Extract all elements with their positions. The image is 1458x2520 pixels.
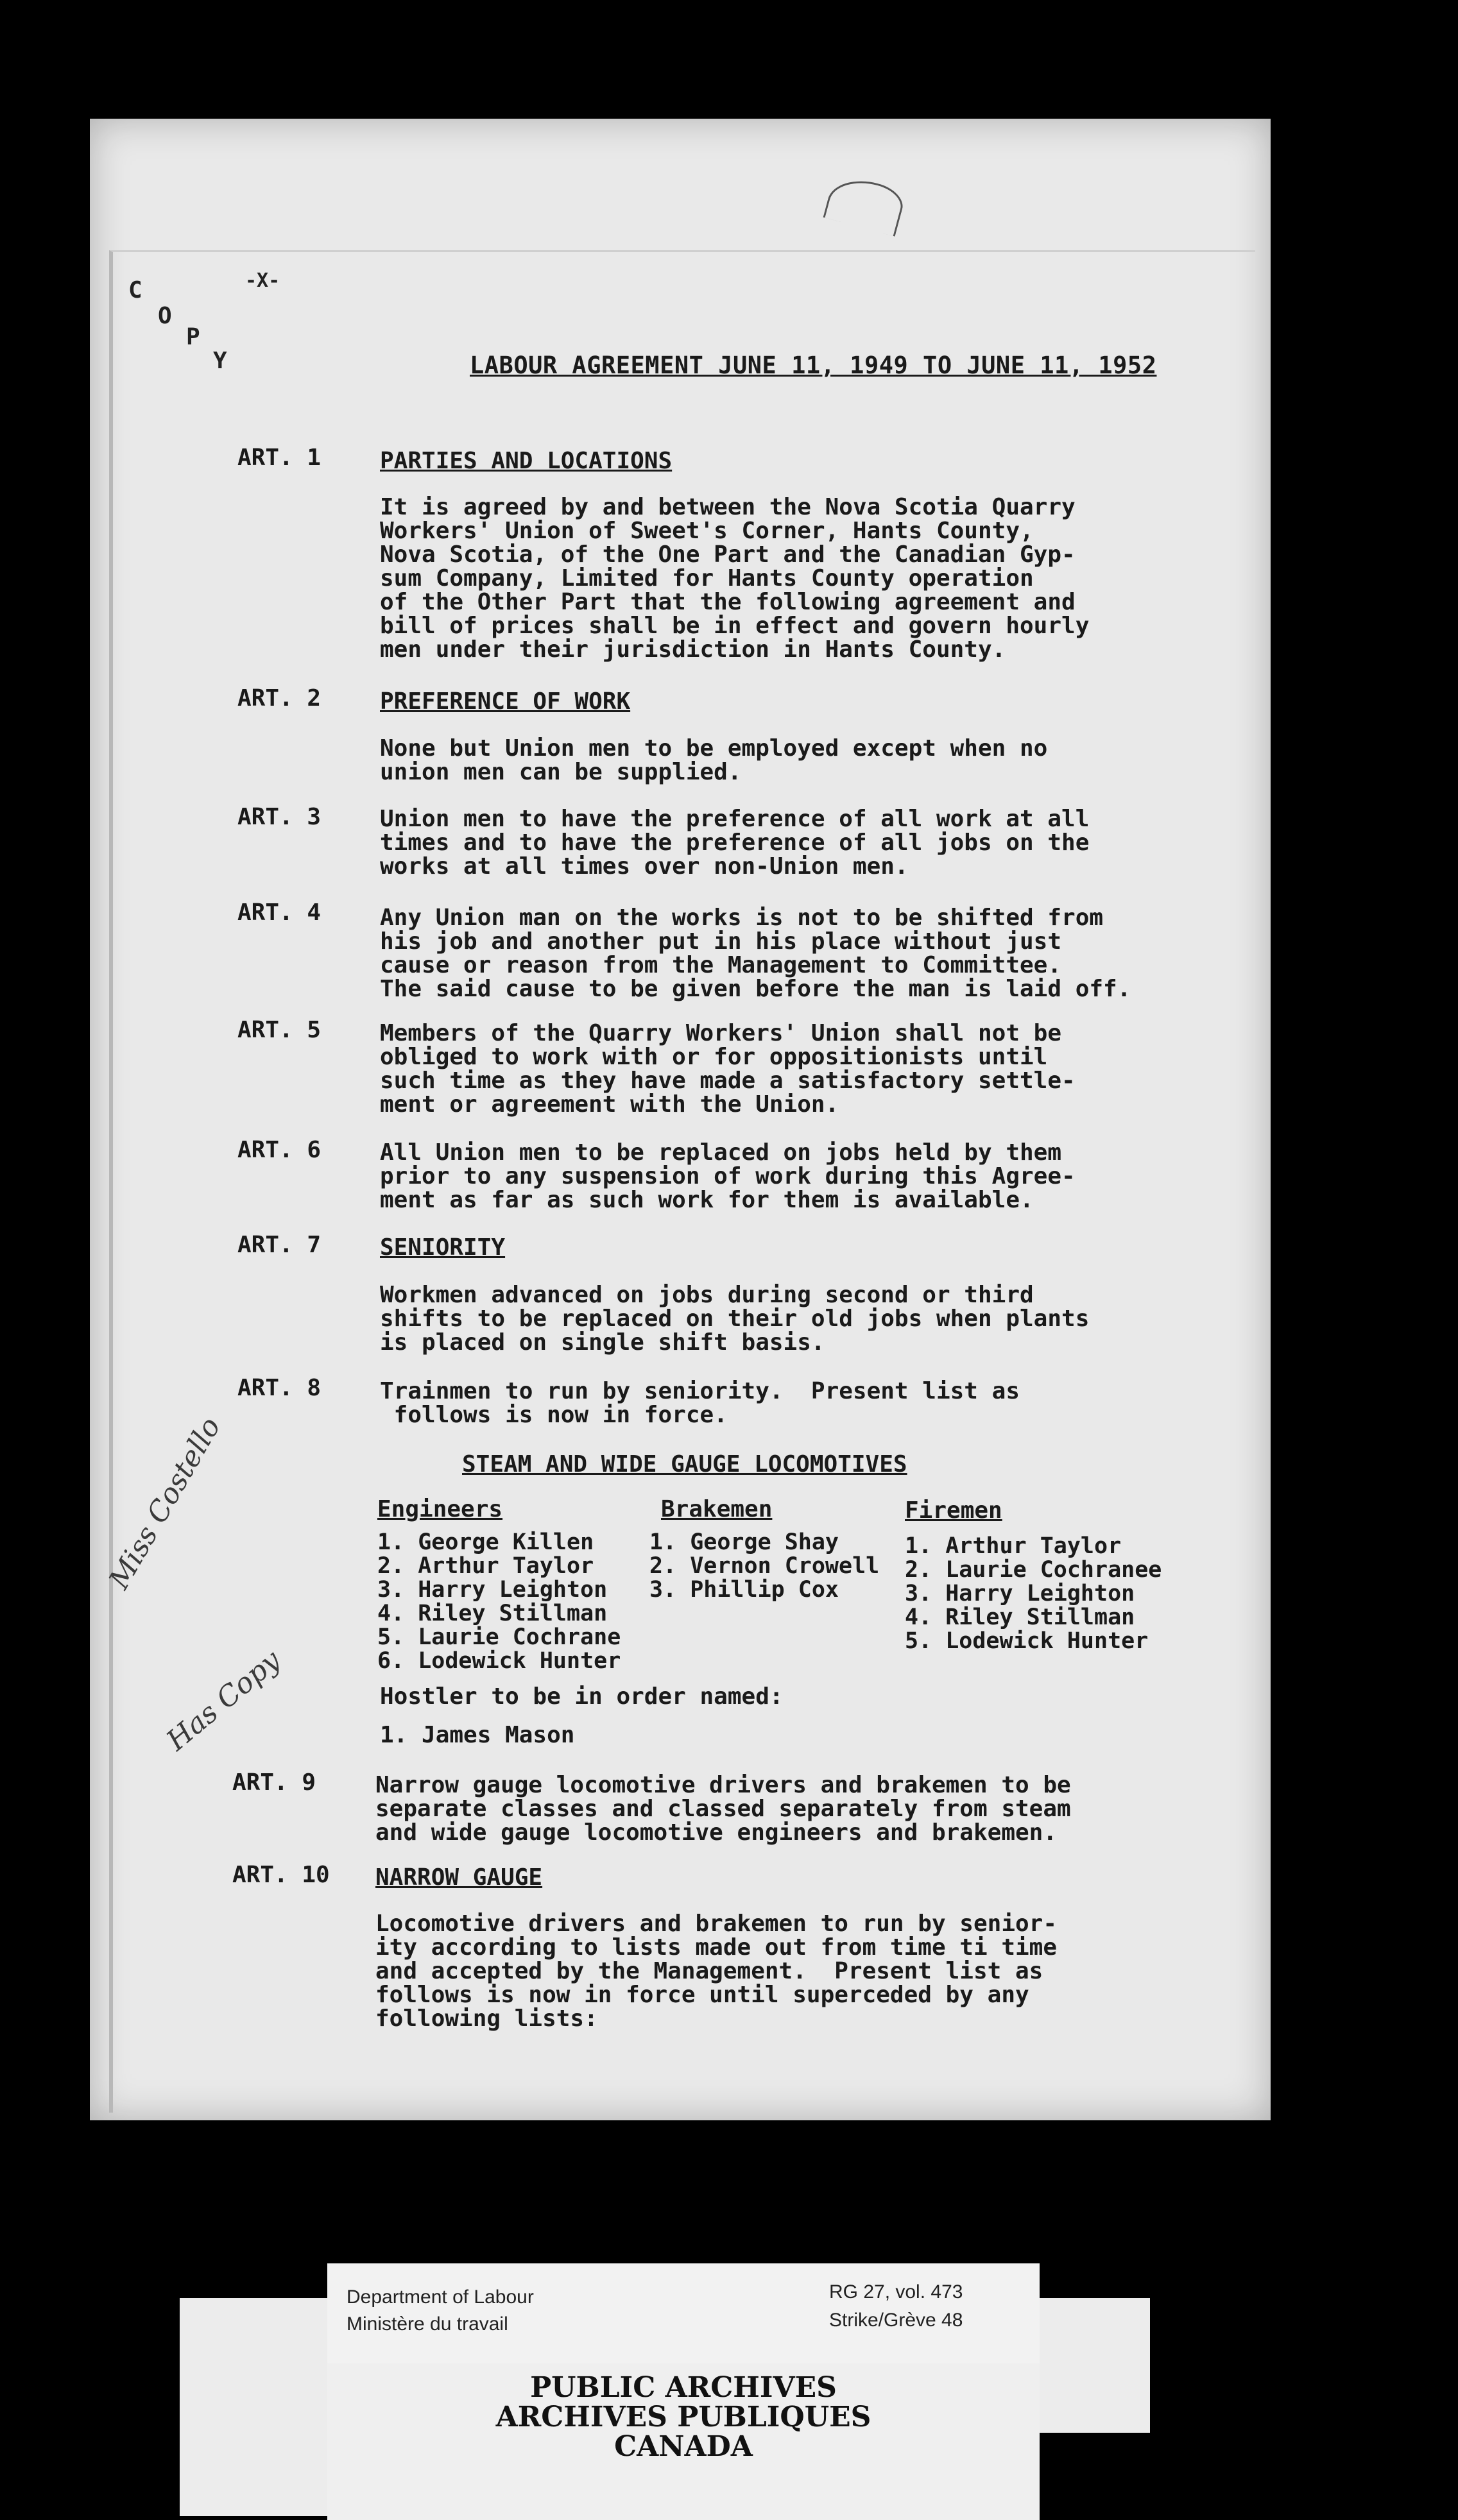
record-group-reference: RG 27, vol. 473 bbox=[829, 2281, 963, 2303]
department-english: Department of Labour bbox=[347, 2286, 534, 2308]
article-heading: PARTIES AND LOCATIONS bbox=[380, 448, 673, 474]
article-heading: NARROW GAUGE bbox=[375, 1864, 543, 1891]
article-label: ART. 9 bbox=[232, 1769, 316, 1796]
hostler-label: Hostler to be in order named: bbox=[380, 1683, 784, 1710]
article-label: ART. 3 bbox=[237, 804, 322, 830]
article-label: ART. 2 bbox=[237, 685, 322, 711]
document-title: LABOUR AGREEMENT JUNE 11, 1949 TO JUNE 11, 1952 bbox=[470, 352, 1157, 379]
list-item: 3. Harry Leighton bbox=[905, 1581, 1135, 1606]
hostler-item: 1. James Mason bbox=[380, 1722, 575, 1748]
article-heading: PREFERENCE OF WORK bbox=[380, 688, 631, 715]
list-item: 1. George Shay bbox=[649, 1529, 839, 1555]
engineers-list bbox=[377, 1531, 621, 1673]
list-item: 3. Phillip Cox bbox=[649, 1577, 839, 1603]
engineers-heading: Engineers bbox=[377, 1496, 503, 1522]
list-item: 4. Riley Stillman bbox=[905, 1605, 1135, 1630]
handwritten-note: Miss Costello bbox=[103, 1411, 227, 1595]
department-french: Ministère du travail bbox=[347, 2313, 508, 2335]
firemen-list bbox=[905, 1535, 1162, 1653]
copy-mark: -X- bbox=[245, 269, 280, 292]
list-item: 1. Arthur Taylor bbox=[905, 1533, 1122, 1559]
copy-stamp-letter: C bbox=[128, 277, 142, 303]
article-text: All Union men to be replaced on jobs held by them prior to any suspension of work during this Agree- ment as far as such work for them is available. bbox=[380, 1139, 1076, 1213]
list-item: 3. Harry Leighton bbox=[377, 1577, 608, 1603]
list-item: 5. Laurie Cochrane bbox=[377, 1624, 621, 1650]
article-label: ART. 1 bbox=[237, 445, 322, 471]
list-item: 2. Laurie Cochranee bbox=[905, 1557, 1162, 1583]
strike-reference: Strike/Grève 48 bbox=[829, 2310, 963, 2331]
article-text: Members of the Quarry Workers' Union shall not be obliged to work with or for oppositionists until such time as they have made a satisfactory settle- ment or agreement with the Union. bbox=[380, 1020, 1076, 1118]
article-text: Narrow gauge locomotive drivers and brakemen to be separate classes and classed separately from steam and wide gauge locomotive engineers and brakemen. bbox=[375, 1772, 1071, 1846]
archive-reference-card bbox=[327, 2263, 1040, 2363]
list-item: 5. Lodewick Hunter bbox=[905, 1628, 1149, 1654]
copy-stamp-letter: Y bbox=[213, 348, 227, 374]
archives-title: PUBLIC ARCHIVES bbox=[530, 2371, 837, 2404]
article-label: ART. 7 bbox=[237, 1232, 322, 1258]
article-text: It is agreed by and between the Nova Scotia Quarry Workers' Union of Sweet's Corner, Hants County, Nova Scotia, of the One Part and the Canadian Gyp- sum Company, Limited for Hants County operation of the Other Part that the following agreement and bill of prices shall be in effect and govern hourly men under their jurisdiction in Hants County. bbox=[380, 494, 1090, 663]
list-item: 1. George Killen bbox=[377, 1529, 594, 1555]
archive-card-tab bbox=[180, 2298, 334, 2516]
article-label: ART. 8 bbox=[237, 1375, 322, 1401]
archives-country: CANADA bbox=[614, 2430, 753, 2463]
list-item: 4. Riley Stillman bbox=[377, 1601, 608, 1626]
brakemen-heading: Brakemen bbox=[661, 1496, 773, 1522]
article-text: Locomotive drivers and brakemen to run by senior- ity according to lists made out from time ti time and accepted by the Management. Present list as follows is now in force until superceded by any following lists: bbox=[375, 1911, 1058, 2032]
article-text: Trainmen to run by seniority. Present list as follows is now in force. bbox=[380, 1378, 1020, 1428]
handwritten-note: Has Copy bbox=[160, 1644, 287, 1758]
firemen-heading: Firemen bbox=[905, 1497, 1002, 1524]
article-label: ART. 5 bbox=[237, 1017, 322, 1043]
article-label: ART. 4 bbox=[237, 899, 322, 926]
brakemen-list bbox=[649, 1531, 879, 1602]
article-text: Any Union man on the works is not to be shifted from his job and another put in his place without just cause or reason from the Management to Committee. The said cause to be given before the man is laid off. bbox=[380, 905, 1131, 1002]
archive-card-tab bbox=[1034, 2298, 1150, 2433]
locomotives-heading: STEAM AND WIDE GAUGE LOCOMOTIVES bbox=[462, 1451, 907, 1477]
list-item: 6. Lodewick Hunter bbox=[377, 1648, 621, 1674]
article-text: None but Union men to be employed except when no union men can be supplied. bbox=[380, 735, 1048, 785]
article-text: Union men to have the preference of all work at all times and to have the preference of all jobs on the works at all times over non-Union men. bbox=[380, 806, 1090, 880]
article-text: Workmen advanced on jobs during second or third shifts to be replaced on their old jobs when plants is placed on single shift basis. bbox=[380, 1282, 1090, 1356]
archives-title-french: ARCHIVES PUBLIQUES bbox=[495, 2401, 871, 2433]
article-heading: SENIORITY bbox=[380, 1234, 506, 1261]
list-item: 2. Vernon Crowell bbox=[649, 1553, 880, 1579]
public-archives-plate bbox=[327, 2363, 1040, 2520]
copy-stamp-letter: P bbox=[186, 324, 200, 350]
article-label: ART. 10 bbox=[232, 1862, 330, 1888]
article-label: ART. 6 bbox=[237, 1137, 322, 1163]
list-item: 2. Arthur Taylor bbox=[377, 1553, 594, 1579]
copy-stamp-letter: O bbox=[158, 303, 172, 329]
